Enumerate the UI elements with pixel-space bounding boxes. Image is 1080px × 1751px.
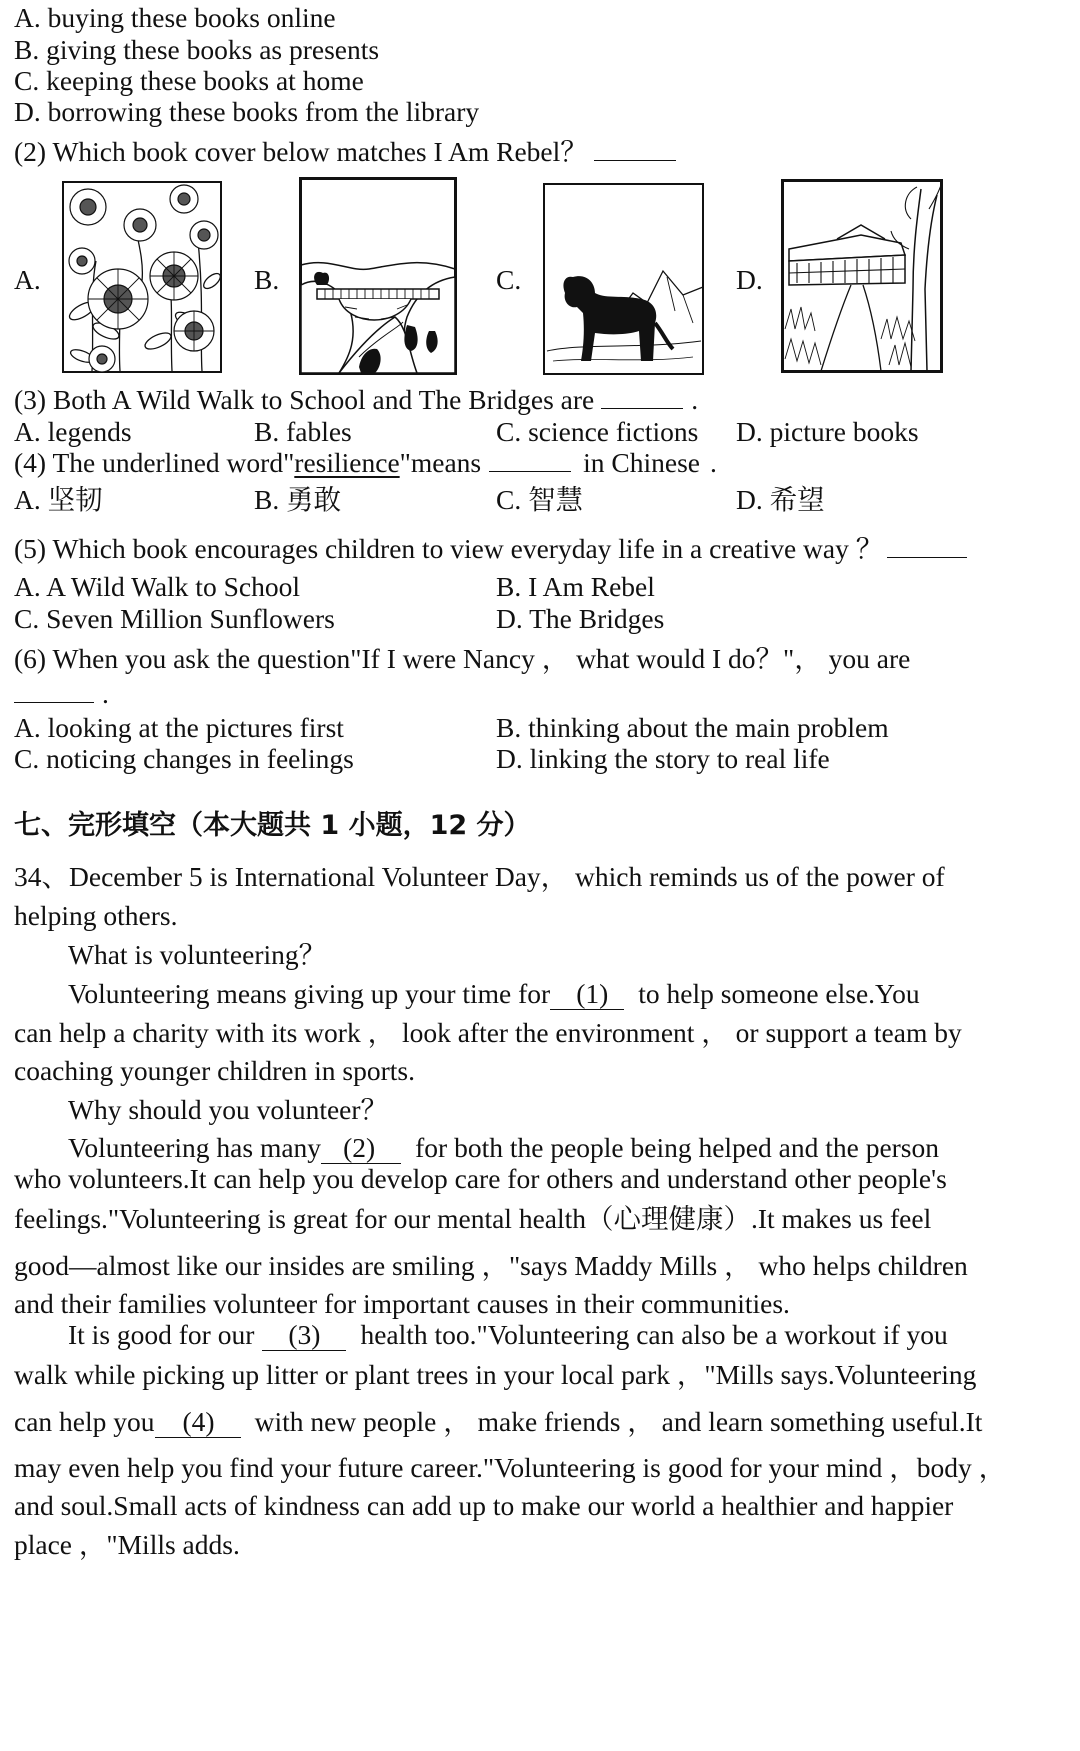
- q3-end: .: [691, 384, 699, 415]
- passage-text: Volunteering means giving up your time for: [68, 978, 551, 1009]
- passage-subheading: What is volunteering？: [68, 939, 327, 970]
- q2-stem-text: (2) Which book cover below matches I Am Rebel？: [14, 136, 588, 167]
- passage-subheading: Why should you volunteer？: [68, 1094, 389, 1125]
- q5-stem: [14, 535, 967, 563]
- q6-option-c: C. noticing changes in feelings: [14, 743, 354, 774]
- q3-option-d: D. picture books: [736, 416, 919, 447]
- q3-stem-text: (3) Both A Wild Walk to School and The Bridges are: [14, 384, 595, 415]
- cloze-blank-3: (3): [262, 1321, 346, 1351]
- passage-text: .It makes us feel: [751, 1203, 932, 1234]
- q1-option-d: D. borrowing these books from the library: [14, 96, 480, 127]
- q6-stem: (6) When you ask the question"If I were Nancy ， what would I do？"， you are: [14, 643, 911, 674]
- answer-blank: [887, 535, 967, 558]
- passage-text: It is good for our: [68, 1319, 255, 1350]
- section-heading: 七、完形填空（本大题共 1 小题，12 分）: [14, 810, 531, 841]
- option-text: 智慧: [528, 484, 584, 516]
- cover-sunflowers-image: [62, 181, 222, 373]
- passage-line: helping others.: [14, 900, 178, 931]
- q5-option-a: A. A Wild Walk to School: [14, 571, 300, 602]
- q1-option-a: A. buying these books online: [14, 2, 336, 33]
- passage-line: [14, 1408, 982, 1438]
- option-text: 勇敢: [286, 484, 342, 516]
- q4-stem: [14, 449, 717, 477]
- q5-option-c: C. Seven Million Sunflowers: [14, 603, 335, 634]
- passage-line: place ，"Mills adds.: [14, 1529, 240, 1560]
- passage-line: walk while picking up litter or plant trees in your local park ，"Mills says.Volunteering: [14, 1359, 977, 1390]
- answer-blank: [601, 386, 683, 409]
- cloze-blank-1: (1): [550, 980, 624, 1010]
- passage-line: [68, 980, 920, 1010]
- passage-line: good—almost like our insides are smiling ，"says Maddy Mills ， who helps children: [14, 1250, 968, 1281]
- passage-text: feelings."Volunteering is great for our mental health: [14, 1203, 587, 1234]
- q4-stem-a: (4) The underlined word": [14, 447, 295, 478]
- passage-text: health too."Volunteering can also be a workout if you: [360, 1319, 948, 1350]
- q5-stem-text: (5) Which book encourages children to view everyday life in a creative way ？: [14, 533, 884, 564]
- passage-line: [68, 1134, 939, 1164]
- chinese-gloss: （心理健康）: [586, 1203, 752, 1235]
- passage-line: and their families volunteer for important causes in their communities.: [14, 1288, 790, 1319]
- passage-line: [68, 1321, 948, 1351]
- q4-option-c: [496, 486, 583, 515]
- q2-stem: [14, 138, 676, 166]
- passage-line: can help a charity with its work ， look after the environment ， or support a team by: [14, 1017, 962, 1048]
- q1-option-b: B. giving these books as presents: [14, 34, 380, 65]
- answer-blank: [489, 449, 571, 472]
- option-letter: D.: [736, 484, 763, 515]
- cover-dog-image: [543, 183, 704, 375]
- q6-end: .: [102, 678, 109, 709]
- option-letter: B.: [254, 484, 280, 515]
- q6-blank-line: [14, 680, 109, 708]
- passage-line: who volunteers.It can help you develop care for others and understand other people's: [14, 1163, 947, 1194]
- q3-option-c: C. science fictions: [496, 416, 699, 447]
- passage-line: 34、December 5 is International Volunteer Day， which reminds us of the power of: [14, 861, 945, 892]
- passage-text: to help someone else.You: [638, 978, 920, 1009]
- cloze-blank-2: (2): [321, 1134, 401, 1164]
- underlined-word: resilience: [294, 447, 400, 478]
- cover-label-d: D.: [736, 264, 763, 295]
- q3-option-a: A. legends: [14, 416, 132, 447]
- q4-end: .: [710, 447, 717, 478]
- cover-label-a: A.: [14, 264, 41, 295]
- q3-stem: [14, 386, 698, 414]
- q3-option-b: B. fables: [254, 416, 352, 447]
- cover-label-c: C.: [496, 264, 522, 295]
- q4-option-d: [736, 486, 825, 515]
- q5-option-b: B. I Am Rebel: [496, 571, 655, 602]
- q4-option-a: [14, 486, 103, 515]
- cover-bridge-image: [299, 177, 457, 375]
- option-text: 希望: [769, 484, 825, 516]
- passage-text: can help you: [14, 1406, 155, 1437]
- q4-option-b: [254, 486, 341, 515]
- cover-house-path-image: [781, 179, 943, 373]
- passage-line: [14, 1205, 931, 1234]
- passage-line: may even help you find your future career."Volunteering is good for your mind ，body ，: [14, 1452, 1007, 1483]
- option-letter: A.: [14, 484, 41, 515]
- passage-line: and soul.Small acts of kindness can add up to make our world a healthier and happier: [14, 1490, 954, 1521]
- passage-line: coaching younger children in sports.: [14, 1055, 415, 1086]
- cloze-blank-4: (4): [155, 1408, 241, 1438]
- q6-option-a: A. looking at the pictures first: [14, 712, 344, 743]
- q5-option-d: D. The Bridges: [496, 603, 665, 634]
- answer-blank: [14, 680, 94, 703]
- q1-option-c: C. keeping these books at home: [14, 65, 364, 96]
- q6-option-d: D. linking the story to real life: [496, 743, 830, 774]
- q4-stem-c: in Chinese: [583, 447, 701, 478]
- q6-option-b: B. thinking about the main problem: [496, 712, 889, 743]
- option-text: 坚韧: [47, 484, 103, 516]
- option-letter: C.: [496, 484, 522, 515]
- answer-blank: [594, 138, 676, 161]
- q4-stem-b: "means: [399, 447, 482, 478]
- passage-text: with new people ， make friends ， and learn something useful.It: [254, 1406, 983, 1437]
- passage-text: for both the people being helped and the person: [415, 1132, 940, 1163]
- passage-text: Volunteering has many: [68, 1132, 322, 1163]
- cover-label-b: B.: [254, 264, 280, 295]
